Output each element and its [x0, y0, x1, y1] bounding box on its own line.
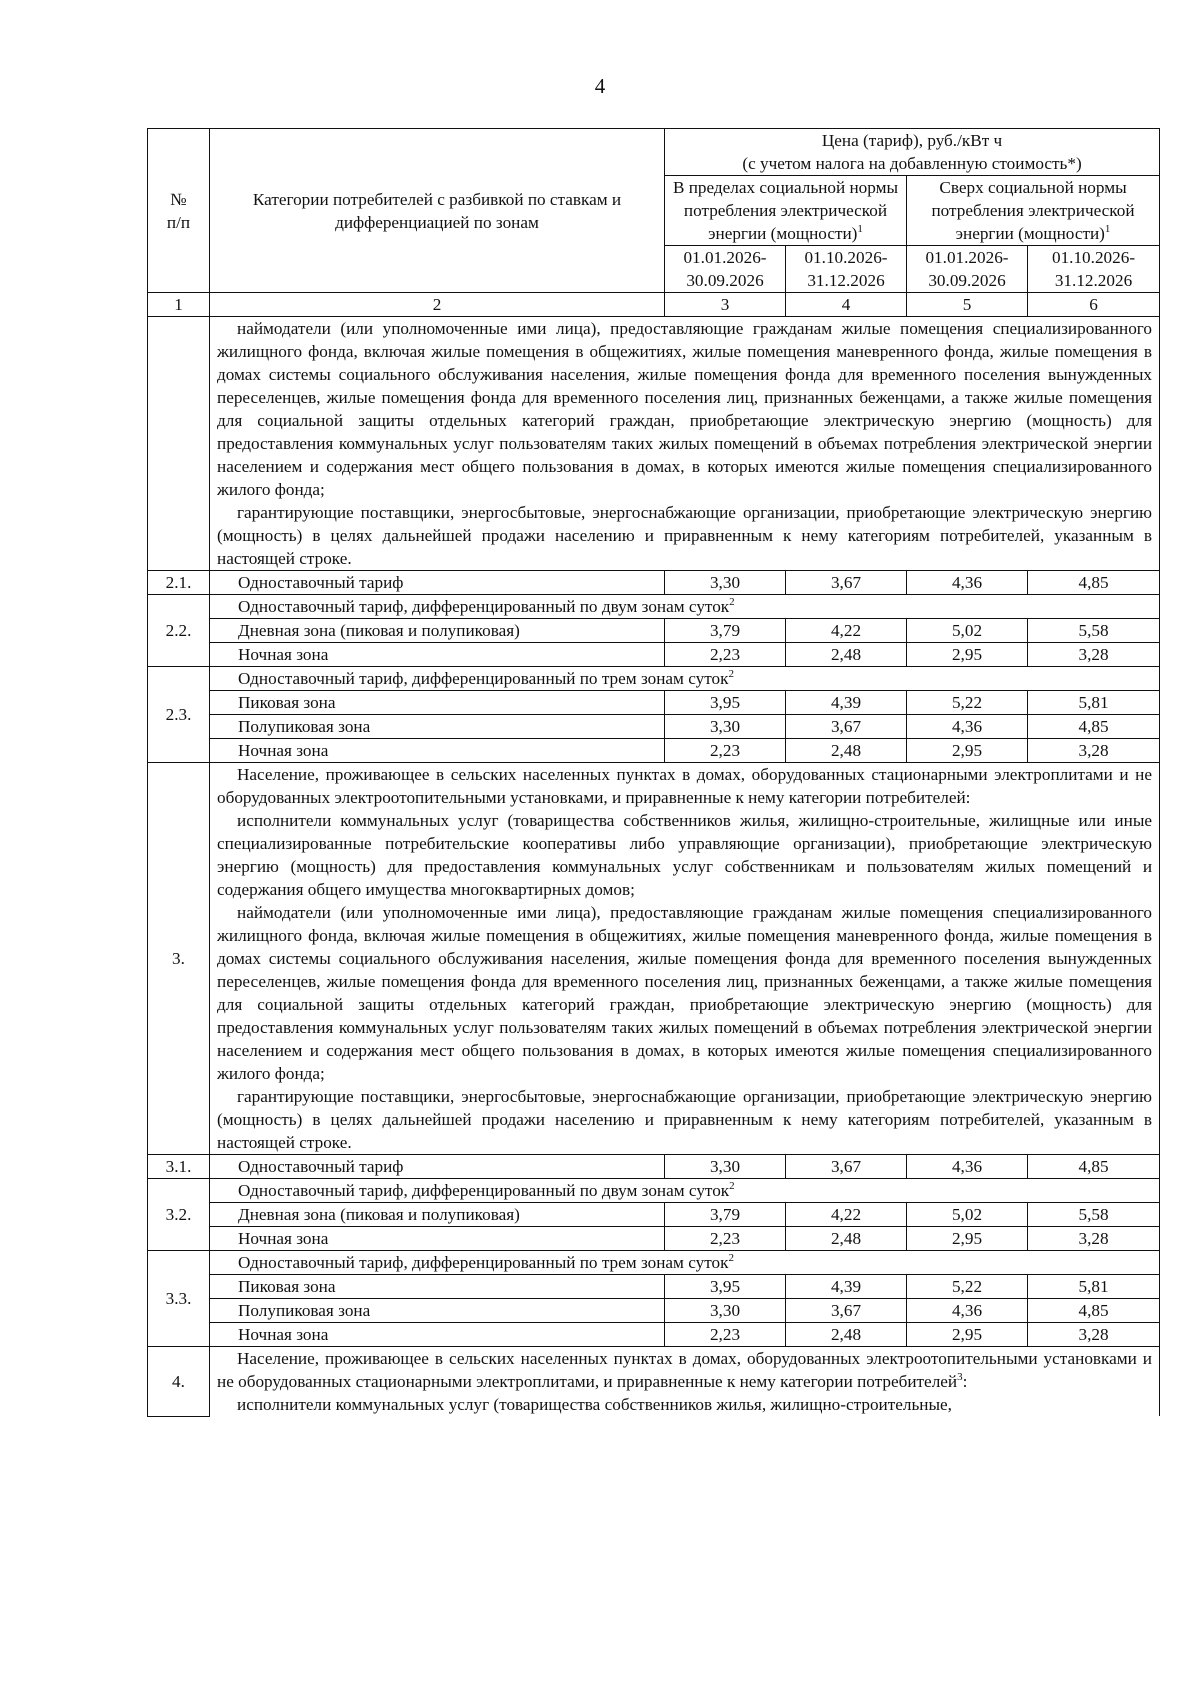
column-numbers-row: 1 2 3 4 5 6 [148, 293, 1160, 317]
tariff-table [147, 128, 1160, 1417]
category-description-row [148, 763, 1160, 1155]
category-description-row [148, 1347, 1160, 1417]
table-row: 3.1. Одноставочный тариф 3,30 3,67 4,36 4,85 [148, 1155, 1160, 1179]
table-row: 2.3. Одноставочный тариф, дифференцированный по трем зонам суток$^2$ [148, 667, 1160, 691]
header-price: Цена (тариф), руб./кВт ч (с учетом налога на добавленную стоимость*) [665, 129, 1160, 176]
header-within-norm: В пределах социальной нормы потребления электрической энергии (мощности)$^1$ [665, 176, 907, 246]
period-cell: 01.10.2026-31.12.2026 [1028, 246, 1160, 293]
table-row: Дневная зона (пиковая и полупиковая) 3,79 4,22 5,02 5,58 [148, 619, 1160, 643]
table-row: Ночная зона 2,23 2,48 2,95 3,28 [148, 643, 1160, 667]
category-description-row [148, 317, 1160, 571]
page-number: 4 [594, 74, 606, 98]
table-row: Дневная зона (пиковая и полупиковая) 3,79 4,22 5,02 5,58 [148, 1203, 1160, 1227]
table-row: 3.2. Одноставочный тариф, дифференцированный по двум зонам суток$^2$ [148, 1179, 1160, 1203]
row-number: 3. [148, 763, 210, 1155]
period-cell: 01.01.2026-30.09.2026 [907, 246, 1028, 293]
period-cell: 01.01.2026-30.09.2026 [665, 246, 786, 293]
table-row: Полупиковая зона 3,30 3,67 4,36 4,85 [148, 1299, 1160, 1323]
table-row: Ночная зона 2,23 2,48 2,95 3,28 [148, 1323, 1160, 1347]
header-row [148, 129, 1160, 176]
table-row: Полупиковая зона 3,30 3,67 4,36 4,85 [148, 715, 1160, 739]
category-description: наймодатели (или уполномоченные ими лица), предоставляющие гражданам жилые помещения специализированного жилищного фонда, включая жилые помещения в общежитиях, жилые помещения маневренного фонда, жилые помещения в домах системы социального обслуживания населения, жилые помещения фонда для временного поселения вынужденных переселенцев, жилые помещения фонда для временного поселения лиц, признанных беженцами, а также жилые помещения для социальной защиты отдельных категорий граждан, приобретающие электрическую энергию (мощность) для предоставления коммунальных услуг пользователям таких жилых помещений в объемах потребления электрической энергии населением и содержания мест общего пользования в домах, в которых имеются жилые помещения специализированного жилого фонда; гарантирующие поставщики, энергосбытовые, энергоснабжающие организации, приобретающие электрическую энергию (мощность) в целях дальнейшей продажи населению и приравненным к нему категориям потребителей, указанным в настоящей строке. [210, 317, 1160, 571]
table-row: Ночная зона 2,23 2,48 2,95 3,28 [148, 739, 1160, 763]
table-row: 2.1. Одноставочный тариф 3,30 3,67 4,36 4,85 [148, 571, 1160, 595]
row-number: 4. [148, 1347, 210, 1417]
period-cell: 01.10.2026-31.12.2026 [786, 246, 907, 293]
table-row: Пиковая зона 3,95 4,39 5,22 5,81 [148, 1275, 1160, 1299]
table-row: 3.3. Одноставочный тариф, дифференцированный по трем зонам суток$^2$ [148, 1251, 1160, 1275]
table-row: 2.2. Одноставочный тариф, дифференцированный по двум зонам суток$^2$ [148, 595, 1160, 619]
header-above-norm: Сверх социальной нормы потребления электрической энергии (мощности)$^1$ [907, 176, 1160, 246]
header-category: Категории потребителей с разбивкой по ставкам и дифференциацией по зонам [210, 129, 665, 293]
table-row: Пиковая зона 3,95 4,39 5,22 5,81 [148, 691, 1160, 715]
table-row: Ночная зона 2,23 2,48 2,95 3,28 [148, 1227, 1160, 1251]
category-description: Население, проживающее в сельских населенных пунктах в домах, оборудованных стационарными электроплитами и не оборудованных электроотопительными установками, и приравненные к нему категории потребителей: исполнители коммунальных услуг (товарищества собственников жилья, жилищно-строительные, жилищные или иные специализированные потребительские кооперативы либо управляющие организации), приобретающие электрическую энергию (мощность) для предоставления коммунальных услуг собственникам и пользователям жилых помещений и содержания общего имущества многоквартирных домов; наймодатели (или уполномоченные ими лица), предоставляющие гражданам жилые помещения специализированного жилищного фонда, включая жилые помещения в общежитиях, жилые помещения маневренного фонда, жилые помещения в домах системы социального обслуживания населения, жилые помещения фонда для временного поселения вынужденных переселенцев, жилые помещения фонда для временного поселения лиц, признанных беженцами, а также жилые помещения для социальной защиты отдельных категорий граждан, приобретающие электрическую энергию (мощность) для предоставления коммунальных услуг пользователям таких жилых помещений в объемах потребления электрической энергии населением и содержания мест общего пользования в домах, в которых имеются жилые помещения специализированного жилого фонда; гарантирующие поставщики, энергосбытовые, энергоснабжающие организации, приобретающие электрическую энергию (мощность) в целях дальнейшей продажи населению и приравненным к нему категориям потребителей, указанным в настоящей строке. [210, 763, 1160, 1155]
category-description: Население, проживающее в сельских населенных пунктах в домах, оборудованных электроотопительными установками и не оборудованных стационарными электроплитами, и приравненные к нему категории потребителей$^3$: исполнители коммунальных услуг (товарищества собственников жилья, жилищно-строительные, [210, 1347, 1160, 1417]
header-num: № п/п [148, 129, 210, 293]
